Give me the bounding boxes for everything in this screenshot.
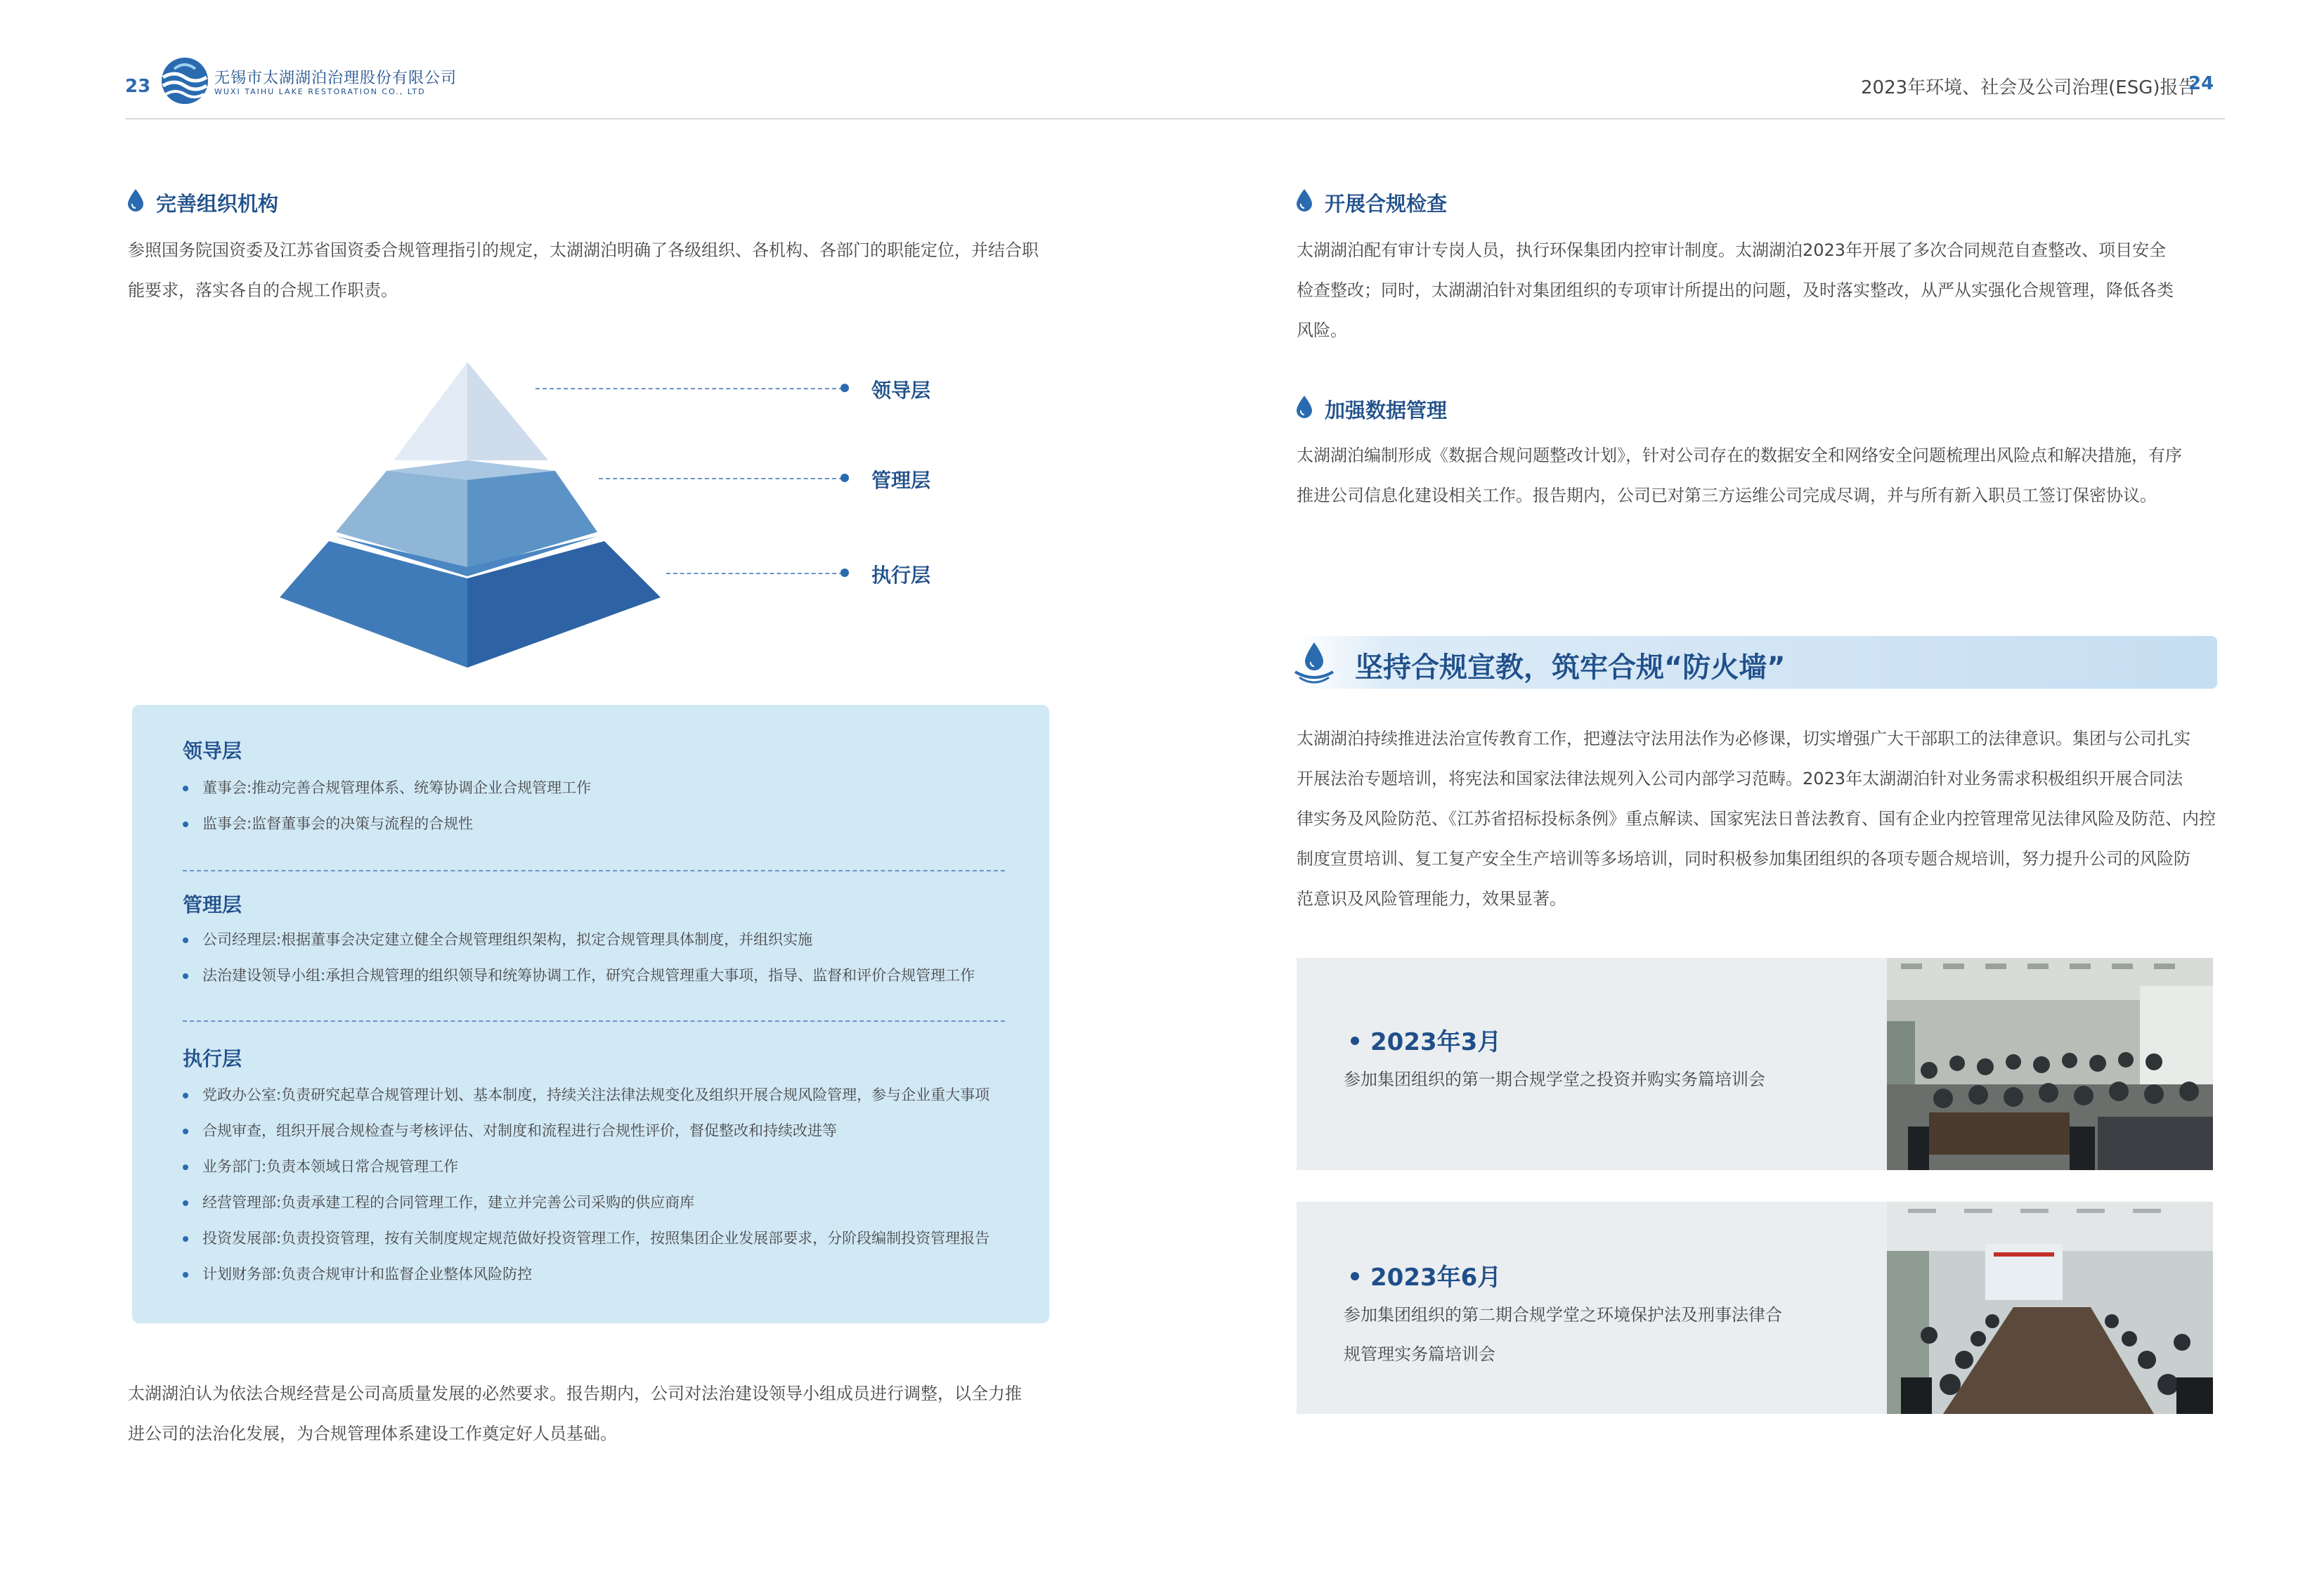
- connector-dot: [840, 384, 849, 392]
- pyramid-label-execution: 执行层: [871, 564, 931, 587]
- group-list-leadership: [181, 770, 1011, 842]
- list-item: 公司经理层:根据董事会决定建立健全合规管理组织架构，拟定合规管理具体制度，并组织实施: [181, 922, 1011, 958]
- event-description: 参加集团组织的第一期合规学堂之投资并购实务篇培训会: [1344, 1070, 1765, 1089]
- report-title: 2023年环境、社会及公司治理(ESG)报告: [1861, 77, 2197, 98]
- closing-paragraph: 太湖湖泊认为依法合规经营是公司高质量发展的必然要求。报告期内，公司对法治建设领导小组成员进行调整，以全力推 进公司的法治化发展，为合规管理体系建设工作奠定好人员基础。: [128, 1384, 1022, 1443]
- bullet-dot: [1351, 1272, 1359, 1280]
- connector-leader: [535, 388, 843, 389]
- group-divider: [183, 1020, 1005, 1022]
- pyramid-label-management: 管理层: [871, 469, 931, 492]
- meeting-photo: [1887, 1202, 2213, 1414]
- list-item: 党政办公室:负责研究起草合规管理计划、基本制度，持续关注法律法规变化及组织开展合规风险管理，参与企业重大事项: [181, 1077, 1025, 1113]
- section-title-organization: 完善组织机构: [156, 192, 279, 216]
- bullet-dot: [1351, 1037, 1359, 1045]
- section-title-inspection: 开展合规检查: [1325, 192, 1448, 216]
- group-list-execution: [181, 1077, 1025, 1292]
- list-item: 计划财务部:负责合规审计和监督企业整体风险防控: [181, 1257, 1025, 1292]
- list-item-continuation: 合规审查，组织开展合规检查与考核评估、对制度和流程进行合规性评价，督促整改和持续改进等: [181, 1113, 1025, 1149]
- pyramid-label-leadership: 领导层: [871, 379, 931, 402]
- water-drop-icon: [1295, 395, 1313, 419]
- connector-dot: [840, 474, 849, 482]
- water-drop-icon: [1295, 188, 1313, 212]
- group-divider: [183, 870, 1005, 871]
- water-ripple-icon: [1290, 641, 1339, 687]
- connector-dot: [840, 569, 849, 577]
- company-logo-icon: [160, 56, 209, 105]
- left-page-number: 23: [125, 76, 151, 97]
- right-page-number: 24: [2188, 73, 2214, 94]
- list-item: 业务部门:负责本领域日常合规管理工作: [181, 1149, 1025, 1185]
- list-item: 监事会:监督董事会的决策与流程的合规性: [181, 806, 1011, 842]
- connector-management: [599, 478, 843, 479]
- company-name-cn: 无锡市太湖湖泊治理股份有限公司: [214, 70, 457, 87]
- header-divider: [125, 118, 2225, 119]
- event-date: 2023年6月: [1370, 1264, 1502, 1292]
- pyramid-top-left-face: [394, 362, 467, 460]
- list-item: 法治建设领导小组:承担合规管理的组织领导和统筹协调工作，研究合规管理重大事项，指导、监督和评价合规管理工作: [181, 958, 1011, 994]
- banner-title: 坚持合规宣教，筑牢合规“防火墙”: [1355, 651, 1786, 684]
- inspection-paragraph: 太湖湖泊配有审计专岗人员，执行环保集团内控审计制度。太湖湖泊2023年开展了多次合同规范自查整改、项目安全 检查整改；同时，太湖湖泊针对集团组织的专项审计所提出的问题，及时落实整改，从严从实强化合规管理，降低各类 风险。: [1297, 240, 2174, 340]
- group-title-execution: 执行层: [183, 1047, 242, 1070]
- training-photo: [1887, 958, 2213, 1170]
- org-pyramid-diagram: [274, 355, 668, 671]
- event-description: 参加集团组织的第二期合规学堂之环境保护法及刑事法律合 规管理实务篇培训会: [1344, 1305, 1782, 1364]
- water-drop-icon: [126, 188, 145, 212]
- pyramid-top-right-face: [467, 362, 548, 460]
- connector-execution: [666, 573, 843, 574]
- education-paragraph: 太湖湖泊持续推进法治宣传教育工作，把遵法守法用法作为必修课，切实增强广大干部职工的法律意识。集团与公司扎实 开展法治专题培训，将宪法和国家法律法规列入公司内部学习范畴。2023年太湖湖泊针对业务需求积极组织开展合同法 律实务及风险防范、《江苏省招标投标条例》重点解读、国家宪法日普法教育、国有企业内控管理常见法律风险及防范、内控 制度宣贯培训、复工复产安全生产培训等多场培训，同时积极参加集团组织的各项专题合规培训，努力提升公司的风险防 范意识及风险管理能力，效果显著。: [1297, 729, 2216, 909]
- group-title-leadership: 领导层: [183, 739, 242, 762]
- company-name-en: WUXI TAIHU LAKE RESTORATION CO., LTD: [214, 87, 426, 96]
- group-title-management: 管理层: [183, 893, 242, 916]
- group-list-management: [181, 922, 1011, 994]
- organization-intro: 参照国务院国资委及江苏省国资委合规管理指引的规定，太湖湖泊明确了各级组织、各机构、各部门的职能定位，并结合职 能要求，落实各自的合规工作职责。: [128, 240, 1039, 300]
- data-management-paragraph: 太湖湖泊编制形成《数据合规问题整改计划》，针对公司存在的数据安全和网络安全问题梳理出风险点和解决措施，有序 推进公司信息化建设相关工作。报告期内，公司已对第三方运维公司完成尽调，并与所有新入职员工签订保密协议。: [1297, 446, 2182, 505]
- section-title-data-management: 加强数据管理: [1325, 398, 1448, 422]
- event-date: 2023年3月: [1370, 1028, 1502, 1056]
- list-item: 投资发展部:负责投资管理，按有关制度规定规范做好投资管理工作，按照集团企业发展部要求，分阶段编制投资管理报告: [181, 1221, 1025, 1257]
- list-item: 董事会:推动完善合规管理体系、统筹协调企业合规管理工作: [181, 770, 1011, 806]
- list-item: 经营管理部:负责承建工程的合同管理工作，建立并完善公司采购的供应商库: [181, 1185, 1025, 1221]
